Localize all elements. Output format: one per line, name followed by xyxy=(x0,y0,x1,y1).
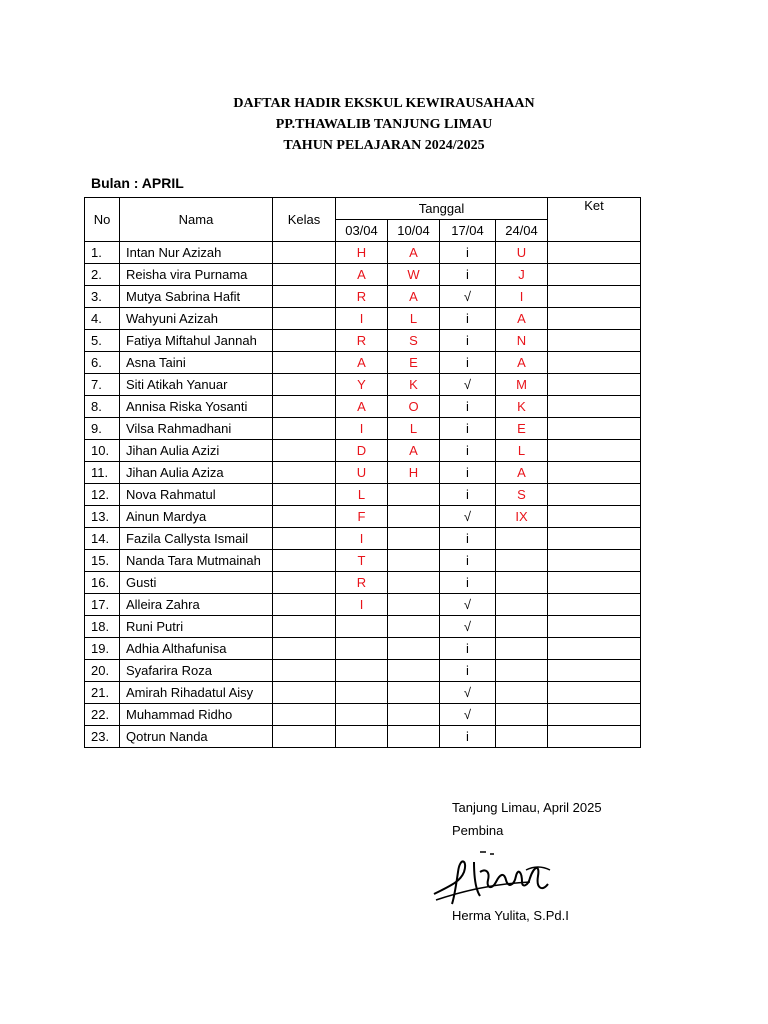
row-number: 14. xyxy=(85,528,120,550)
ket-cell xyxy=(548,242,641,264)
table-row xyxy=(85,374,641,396)
place-date: Tanjung Limau, April 2025 xyxy=(452,800,602,815)
student-name: Jihan Aulia Aziza xyxy=(120,462,273,484)
header-date: 24/04 xyxy=(496,220,548,242)
attendance-mark: S xyxy=(388,330,440,352)
row-number: 22. xyxy=(85,704,120,726)
attendance-rows xyxy=(85,242,641,748)
header-ket: Ket xyxy=(548,198,641,242)
attendance-mark: A xyxy=(388,440,440,462)
ket-cell xyxy=(548,440,641,462)
table-row xyxy=(85,396,641,418)
attendance-mark xyxy=(388,484,440,506)
row-number: 3. xyxy=(85,286,120,308)
attendance-mark: L xyxy=(336,484,388,506)
kelas-cell xyxy=(273,396,336,418)
row-number: 19. xyxy=(85,638,120,660)
student-name: Jihan Aulia Azizi xyxy=(120,440,273,462)
attendance-mark xyxy=(388,726,440,748)
row-number: 20. xyxy=(85,660,120,682)
header-date: 10/04 xyxy=(388,220,440,242)
student-name: Wahyuni Azizah xyxy=(120,308,273,330)
attendance-mark: I xyxy=(336,308,388,330)
attendance-mark: A xyxy=(388,242,440,264)
kelas-cell xyxy=(273,594,336,616)
attendance-mark: √ xyxy=(440,594,496,616)
row-number: 8. xyxy=(85,396,120,418)
table-row xyxy=(85,352,641,374)
header-kelas: Kelas xyxy=(273,198,336,242)
attendance-mark xyxy=(388,682,440,704)
attendance-mark xyxy=(336,682,388,704)
attendance-mark: R xyxy=(336,572,388,594)
table-row xyxy=(85,550,641,572)
attendance-mark: M xyxy=(496,374,548,396)
ket-cell xyxy=(548,286,641,308)
attendance-mark: N xyxy=(496,330,548,352)
attendance-mark: i xyxy=(440,308,496,330)
attendance-mark xyxy=(496,616,548,638)
attendance-mark xyxy=(496,528,548,550)
table-row xyxy=(85,594,641,616)
kelas-cell xyxy=(273,550,336,572)
header-date: 17/04 xyxy=(440,220,496,242)
ket-cell xyxy=(548,572,641,594)
attendance-mark: i xyxy=(440,462,496,484)
ket-cell xyxy=(548,638,641,660)
kelas-cell xyxy=(273,726,336,748)
student-name: Annisa Riska Yosanti xyxy=(120,396,273,418)
attendance-mark: I xyxy=(336,594,388,616)
kelas-cell xyxy=(273,572,336,594)
ket-cell xyxy=(548,528,641,550)
kelas-cell xyxy=(273,418,336,440)
student-name: Runi Putri xyxy=(120,616,273,638)
table-row xyxy=(85,264,641,286)
attendance-mark xyxy=(496,638,548,660)
row-number: 13. xyxy=(85,506,120,528)
student-name: Nanda Tara Mutmainah xyxy=(120,550,273,572)
ket-cell xyxy=(548,704,641,726)
kelas-cell xyxy=(273,462,336,484)
ket-cell xyxy=(548,682,641,704)
signature-image xyxy=(430,842,560,910)
row-number: 2. xyxy=(85,264,120,286)
attendance-mark: A xyxy=(336,396,388,418)
header-date: 03/04 xyxy=(336,220,388,242)
attendance-mark: i xyxy=(440,418,496,440)
student-name: Siti Atikah Yanuar xyxy=(120,374,273,396)
attendance-mark xyxy=(388,506,440,528)
ket-cell xyxy=(548,264,641,286)
kelas-cell xyxy=(273,506,336,528)
title-line-3: TAHUN PELAJARAN 2024/2025 xyxy=(283,138,485,153)
table-row xyxy=(85,242,641,264)
attendance-mark xyxy=(496,572,548,594)
ket-cell xyxy=(548,506,641,528)
ket-cell xyxy=(548,396,641,418)
student-name: Asna Taini xyxy=(120,352,273,374)
attendance-mark: R xyxy=(336,330,388,352)
student-name: Vilsa Rahmadhani xyxy=(120,418,273,440)
attendance-mark: R xyxy=(336,286,388,308)
attendance-mark: i xyxy=(440,550,496,572)
student-name: Reisha vira Purnama xyxy=(120,264,273,286)
attendance-mark: i xyxy=(440,484,496,506)
attendance-mark: A xyxy=(496,462,548,484)
attendance-mark: A xyxy=(496,308,548,330)
attendance-mark xyxy=(336,616,388,638)
ket-cell xyxy=(548,330,641,352)
ket-cell xyxy=(548,418,641,440)
attendance-mark: W xyxy=(388,264,440,286)
ket-cell xyxy=(548,374,641,396)
attendance-mark xyxy=(388,528,440,550)
table-row xyxy=(85,440,641,462)
attendance-mark: A xyxy=(496,352,548,374)
row-number: 21. xyxy=(85,682,120,704)
ket-cell xyxy=(548,484,641,506)
table-row xyxy=(85,704,641,726)
attendance-mark: L xyxy=(496,440,548,462)
attendance-mark: I xyxy=(496,286,548,308)
kelas-cell xyxy=(273,704,336,726)
attendance-mark: S xyxy=(496,484,548,506)
attendance-mark: i xyxy=(440,330,496,352)
attendance-mark: A xyxy=(336,352,388,374)
kelas-cell xyxy=(273,528,336,550)
row-number: 18. xyxy=(85,616,120,638)
row-number: 5. xyxy=(85,330,120,352)
student-name: Syafarira Roza xyxy=(120,660,273,682)
attendance-mark: F xyxy=(336,506,388,528)
ket-cell xyxy=(548,550,641,572)
student-name: Gusti xyxy=(120,572,273,594)
ket-cell xyxy=(548,594,641,616)
student-name: Qotrun Nanda xyxy=(120,726,273,748)
kelas-cell xyxy=(273,242,336,264)
table-row xyxy=(85,462,641,484)
kelas-cell xyxy=(273,638,336,660)
student-name: Nova Rahmatul xyxy=(120,484,273,506)
kelas-cell xyxy=(273,264,336,286)
attendance-mark xyxy=(496,704,548,726)
kelas-cell xyxy=(273,660,336,682)
attendance-mark: i xyxy=(440,638,496,660)
kelas-cell xyxy=(273,374,336,396)
attendance-mark xyxy=(388,594,440,616)
attendance-mark xyxy=(388,638,440,660)
table-row xyxy=(85,330,641,352)
attendance-mark: H xyxy=(388,462,440,484)
kelas-cell xyxy=(273,286,336,308)
attendance-mark: i xyxy=(440,396,496,418)
attendance-mark xyxy=(496,726,548,748)
attendance-mark xyxy=(388,616,440,638)
attendance-mark: O xyxy=(388,396,440,418)
attendance-mark xyxy=(496,682,548,704)
attendance-mark: √ xyxy=(440,616,496,638)
attendance-mark: i xyxy=(440,660,496,682)
attendance-mark: K xyxy=(496,396,548,418)
table-row xyxy=(85,418,641,440)
attendance-mark xyxy=(388,704,440,726)
attendance-mark xyxy=(336,704,388,726)
row-number: 4. xyxy=(85,308,120,330)
ket-cell xyxy=(548,308,641,330)
row-number: 12. xyxy=(85,484,120,506)
table-row xyxy=(85,484,641,506)
attendance-mark: i xyxy=(440,242,496,264)
attendance-mark xyxy=(496,594,548,616)
student-name: Adhia Althafunisa xyxy=(120,638,273,660)
student-name: Ainun Mardya xyxy=(120,506,273,528)
row-number: 6. xyxy=(85,352,120,374)
month-label: Bulan : APRIL xyxy=(91,175,184,191)
attendance-table xyxy=(84,197,641,748)
attendance-mark xyxy=(388,572,440,594)
attendance-mark: J xyxy=(496,264,548,286)
row-number: 16. xyxy=(85,572,120,594)
kelas-cell xyxy=(273,616,336,638)
table-row xyxy=(85,572,641,594)
attendance-mark xyxy=(496,660,548,682)
table-row xyxy=(85,308,641,330)
attendance-mark: U xyxy=(496,242,548,264)
attendance-mark: √ xyxy=(440,682,496,704)
attendance-mark: i xyxy=(440,528,496,550)
title-line-2: PP.THAWALIB TANJUNG LIMAU xyxy=(275,117,493,132)
signer-name: Herma Yulita, S.Pd.I xyxy=(452,908,569,923)
attendance-mark: i xyxy=(440,726,496,748)
student-name: Muhammad Ridho xyxy=(120,704,273,726)
attendance-mark: U xyxy=(336,462,388,484)
header-no: No xyxy=(85,198,120,242)
attendance-mark: I xyxy=(336,528,388,550)
attendance-mark: I xyxy=(336,418,388,440)
student-name: Intan Nur Azizah xyxy=(120,242,273,264)
attendance-mark: √ xyxy=(440,286,496,308)
kelas-cell xyxy=(273,352,336,374)
attendance-mark: √ xyxy=(440,506,496,528)
row-number: 11. xyxy=(85,462,120,484)
student-name: Fatiya Miftahul Jannah xyxy=(120,330,273,352)
ket-cell xyxy=(548,616,641,638)
row-number: 17. xyxy=(85,594,120,616)
attendance-mark: i xyxy=(440,352,496,374)
student-name: Fazila Callysta Ismail xyxy=(120,528,273,550)
ket-cell xyxy=(548,726,641,748)
row-number: 23. xyxy=(85,726,120,748)
header-nama: Nama xyxy=(120,198,273,242)
table-row xyxy=(85,528,641,550)
attendance-mark: √ xyxy=(440,374,496,396)
title-line-1: DAFTAR HADIR EKSKUL KEWIRAUSAHAAN xyxy=(233,96,535,111)
role-label: Pembina xyxy=(452,823,504,838)
attendance-mark xyxy=(388,550,440,572)
attendance-mark: A xyxy=(388,286,440,308)
ket-cell xyxy=(548,462,641,484)
table-row xyxy=(85,506,641,528)
kelas-cell xyxy=(273,682,336,704)
attendance-mark xyxy=(388,660,440,682)
kelas-cell xyxy=(273,440,336,462)
student-name: Mutya Sabrina Hafit xyxy=(120,286,273,308)
attendance-mark: L xyxy=(388,308,440,330)
kelas-cell xyxy=(273,308,336,330)
ket-cell xyxy=(548,660,641,682)
table-row xyxy=(85,726,641,748)
header-tanggal: Tanggal xyxy=(336,198,548,220)
document-title xyxy=(0,93,768,156)
attendance-mark: √ xyxy=(440,704,496,726)
row-number: 1. xyxy=(85,242,120,264)
attendance-mark: T xyxy=(336,550,388,572)
table-row xyxy=(85,682,641,704)
table-row xyxy=(85,616,641,638)
attendance-mark xyxy=(336,726,388,748)
row-number: 9. xyxy=(85,418,120,440)
ket-cell xyxy=(548,352,641,374)
attendance-mark xyxy=(496,550,548,572)
row-number: 7. xyxy=(85,374,120,396)
attendance-mark: Y xyxy=(336,374,388,396)
kelas-cell xyxy=(273,484,336,506)
kelas-cell xyxy=(273,330,336,352)
attendance-mark: i xyxy=(440,440,496,462)
attendance-mark xyxy=(336,660,388,682)
attendance-mark: K xyxy=(388,374,440,396)
table-row xyxy=(85,638,641,660)
attendance-mark: IX xyxy=(496,506,548,528)
row-number: 15. xyxy=(85,550,120,572)
attendance-mark: E xyxy=(496,418,548,440)
attendance-mark: H xyxy=(336,242,388,264)
row-number: 10. xyxy=(85,440,120,462)
attendance-mark: L xyxy=(388,418,440,440)
table-row xyxy=(85,286,641,308)
student-name: Alleira Zahra xyxy=(120,594,273,616)
table-row xyxy=(85,660,641,682)
attendance-mark: E xyxy=(388,352,440,374)
attendance-mark: i xyxy=(440,572,496,594)
attendance-mark xyxy=(336,638,388,660)
attendance-mark: A xyxy=(336,264,388,286)
attendance-mark: D xyxy=(336,440,388,462)
student-name: Amirah Rihadatul Aisy xyxy=(120,682,273,704)
attendance-mark: i xyxy=(440,264,496,286)
